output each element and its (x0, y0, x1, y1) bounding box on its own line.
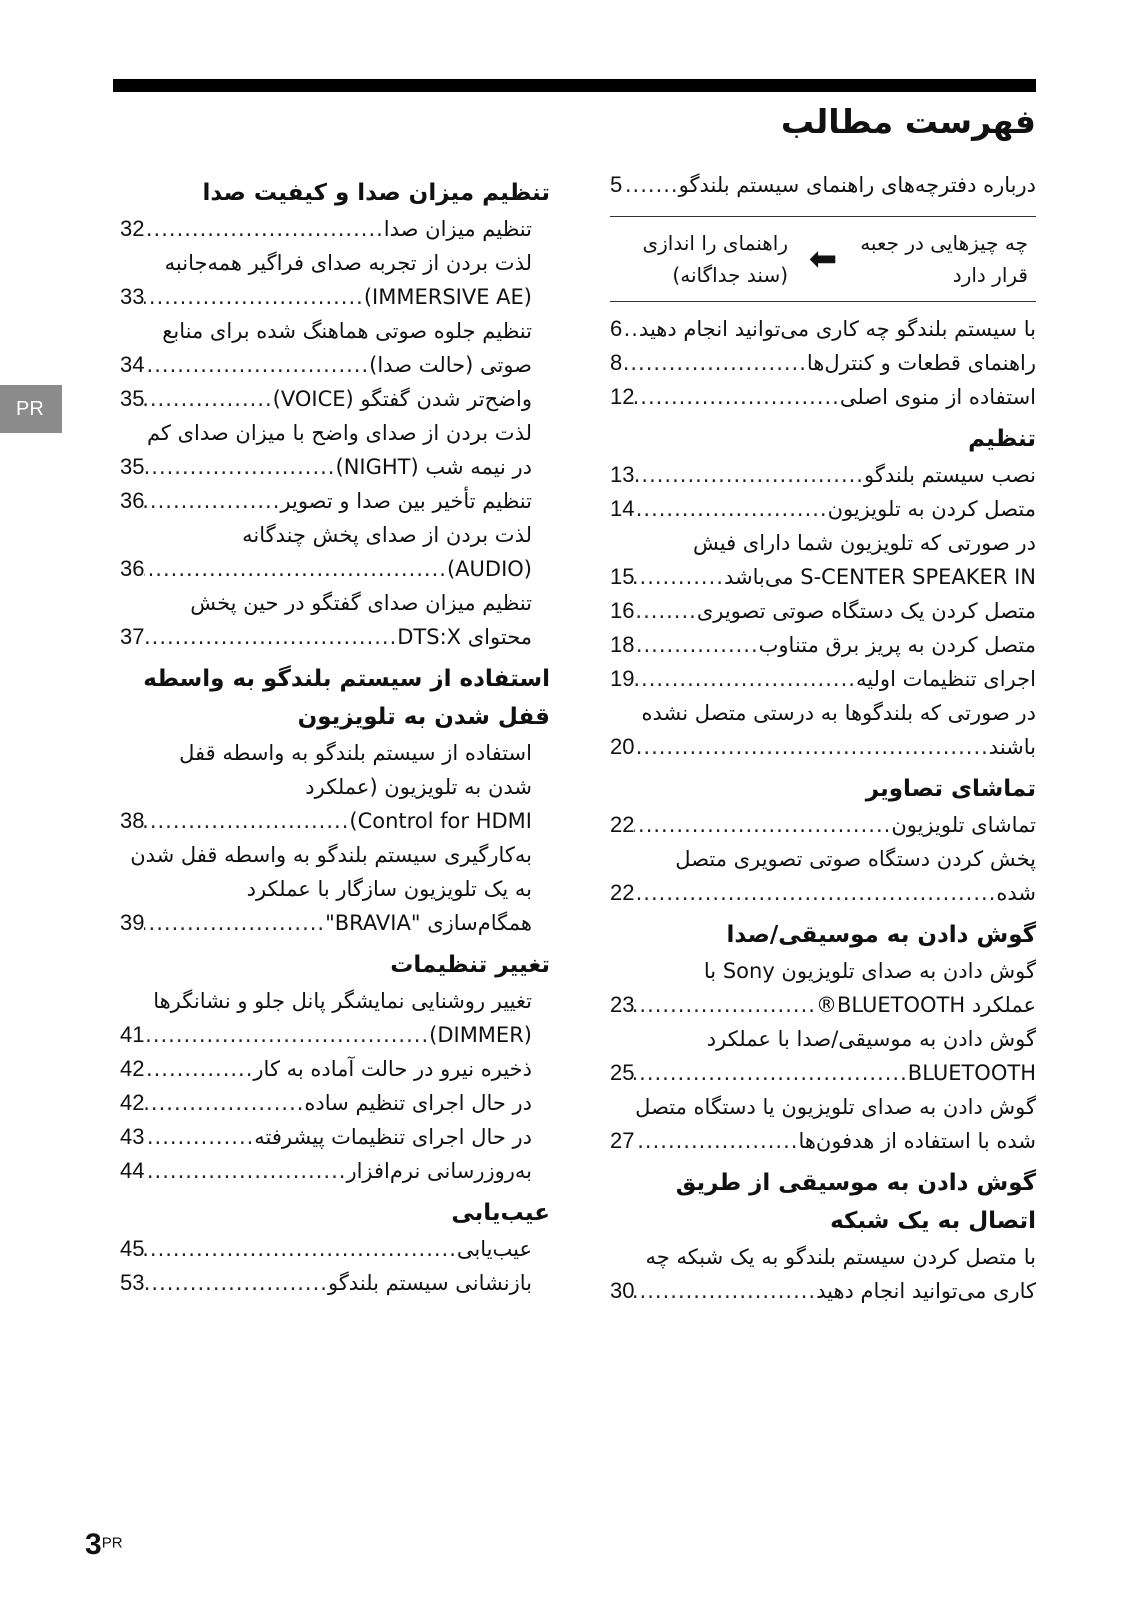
leader-dots (144, 552, 446, 586)
toc-entry-text: به‌روزرسانی نرم‌افزار (346, 1159, 532, 1183)
toc-entry-line: در صورتی که بلندگوها به درستی متصل نشده (641, 701, 1036, 725)
leader-dots (144, 1018, 429, 1052)
toc-entry[interactable] (610, 458, 1036, 492)
leader-dots (634, 1124, 798, 1158)
toc-entry[interactable] (120, 1052, 550, 1086)
toc-entry-text: در نیمه شب (NIGHT) (335, 455, 532, 479)
toc-page-number: 22 (610, 880, 635, 905)
section-heading: تماشای تصاویر (865, 776, 1036, 802)
toc-page-number: 39 (120, 910, 145, 935)
leader-dots (634, 1056, 907, 1090)
toc-page-number: 53 (120, 1270, 145, 1295)
toc-entry[interactable] (120, 246, 550, 314)
leader-dots (634, 876, 996, 910)
section-heading: گوش دادن به موسیقی از طریق اتصال به یک شبکه (675, 1170, 1036, 1234)
toc-page-number: 27 (610, 1128, 635, 1153)
toc-entry[interactable] (610, 312, 1036, 346)
toc-page-number: 36 (120, 556, 145, 581)
leader-dots (634, 560, 723, 594)
section-heading: عیب‌یابی (451, 1200, 550, 1226)
toc-page-number: 38 (120, 808, 145, 833)
toc-sections-right (610, 420, 1036, 1308)
section-heading: تغییر تنظیمات (390, 952, 550, 978)
toc-entry-line: با متصل کردن سیستم بلندگو به یک شبکه چه (645, 1245, 1036, 1269)
toc-entry-line: در صورتی که تلویزیون شما دارای فیش (692, 531, 1036, 555)
toc-page-number: 35 (120, 454, 145, 479)
section-heading: گوش دادن به موسیقی/صدا (726, 922, 1036, 948)
toc-page-number: 8 (610, 350, 623, 375)
section-heading: استفاده از سیستم بلندگو به واسطه قفل شدن به تلویزیون (143, 666, 550, 730)
toc-entry-text: S-CENTER SPEAKER IN می‌باشد (723, 565, 1036, 589)
toc-page-number: 42 (120, 1090, 145, 1115)
package-note-box (610, 216, 1036, 302)
leader-dots (634, 662, 855, 696)
toc-entry[interactable] (610, 628, 1036, 662)
toc-entry-text: متصل کردن به تلویزیون (827, 497, 1036, 521)
toc-entry-line: استفاده از سیستم بلندگو به واسطه قفل (179, 741, 532, 765)
leader-dots (144, 906, 325, 940)
toc-entry-line: تنظیم جلوه صوتی هماهنگ شده برای منابع (162, 319, 532, 343)
toc-entry-text: متصل کردن یک دستگاه صوتی تصویری (696, 599, 1036, 623)
leader-dots (144, 620, 397, 654)
note-right-text: چه چیزهایی در جعبه قرار دارد (860, 231, 1028, 287)
leader-dots (144, 1086, 304, 1120)
toc-page-number: 35 (120, 386, 145, 411)
toc-page-number: 34 (120, 352, 145, 377)
leader-dots (144, 450, 335, 484)
toc-entry-line: گوش دادن به صدای تلویزیون Sony با (703, 959, 1036, 983)
leader-dots (634, 458, 864, 492)
toc-entry[interactable] (120, 212, 550, 246)
leader-dots (634, 628, 758, 662)
leader-dots (144, 1120, 254, 1154)
toc-entry-text: در حال اجرای تنظیم ساده (304, 1091, 532, 1115)
toc-entry-text: (IMMERSIVE AE) (363, 285, 532, 309)
toc-entry-text: درباره دفترچه‌های راهنمای سیستم بلندگو (678, 173, 1036, 197)
toc-page-number: 45 (120, 1236, 145, 1261)
toc-entry[interactable] (610, 696, 1036, 764)
leader-dots (144, 280, 363, 314)
leader-dots (634, 1274, 816, 1308)
toc-entry-text: بازنشانی سیستم بلندگو (327, 1271, 532, 1295)
leader-dots (634, 594, 696, 628)
toc-page-number: 42 (120, 1056, 145, 1081)
section-heading: تنظیم میزان صدا و کیفیت صدا (202, 180, 550, 206)
toc-entry-text: با سیستم بلندگو چه کاری می‌توانید انجام دهید (638, 317, 1036, 341)
page-title: فهرست مطالب (780, 102, 1036, 141)
toc-entry-intro[interactable] (610, 168, 1036, 202)
toc-page-number: 41 (120, 1022, 145, 1047)
toc-entry[interactable] (120, 484, 550, 518)
toc-entry-text: تنظیم تأخیر بین صدا و تصویر (280, 489, 532, 513)
toc-page-number: 44 (120, 1158, 145, 1183)
toc-entry[interactable] (120, 984, 550, 1052)
toc-entry-text: محتوای DTS:X (397, 625, 532, 649)
toc-entry[interactable] (120, 1232, 550, 1266)
toc-entry-text: کاری می‌توانید انجام دهید (816, 1279, 1036, 1303)
arrow-left-icon: ⬅ (808, 239, 838, 279)
toc-entry[interactable] (120, 382, 550, 416)
toc-entry[interactable] (120, 1120, 550, 1154)
toc-entry-line: به‌کارگیری سیستم بلندگو به واسطه قفل شدن (130, 843, 532, 867)
toc-entry[interactable] (120, 838, 550, 940)
toc-entry-text: تماشای تلویزیون (891, 813, 1036, 837)
leader-dots (622, 168, 678, 202)
toc-entry-text: باشند (988, 735, 1036, 759)
toc-page-number: 30 (610, 1278, 635, 1303)
toc-entry[interactable] (120, 586, 550, 654)
leader-dots (144, 1266, 327, 1300)
leader-dots (634, 988, 815, 1022)
toc-entry-text: در حال اجرای تنظیمات پیشرفته (254, 1125, 532, 1149)
toc-page-number: 19 (610, 666, 635, 691)
toc-entry[interactable] (610, 526, 1036, 594)
toc-page-number: 32 (120, 216, 145, 241)
toc-entry-text: واضح‌تر شدن گفتگو (VOICE) (272, 387, 532, 411)
leader-dots (622, 312, 639, 346)
toc-entry-text: (AUDIO) (446, 557, 532, 581)
toc-page-number: 14 (610, 496, 635, 521)
toc-entry-line: تنظیم میزان صدای گفتگو در حین پخش (190, 591, 532, 615)
toc-page-number: 23 (610, 992, 635, 1017)
toc-entry-text: ذخیره نیرو در حالت آماده به کار (253, 1057, 532, 1081)
toc-entry-text: عملکرد BLUETOOTH® (815, 993, 1036, 1017)
leader-dots (144, 382, 272, 416)
toc-left-column (120, 168, 550, 1300)
toc-entry-line: لذت بردن از صدای واضح با میزان صدای کم (146, 421, 532, 445)
leader-dots (144, 804, 349, 838)
page-number: 3PR (85, 1528, 123, 1561)
toc-entry[interactable] (120, 736, 550, 838)
toc-entry[interactable] (120, 518, 550, 586)
toc-page-number: 37 (120, 624, 145, 649)
toc-entry-text: نصب سیستم بلندگو (863, 463, 1036, 487)
leader-dots (144, 1232, 456, 1266)
leader-dots (144, 1154, 346, 1188)
toc-entry-text: تنظیم میزان صدا (383, 217, 532, 241)
toc-entry-text: متصل کردن به پریز برق متناوب (758, 633, 1036, 657)
toc-entry-text: BLUETOOTH (907, 1061, 1036, 1085)
toc-entry-line: لذت بردن از صدای پخش چندگانه (242, 523, 532, 547)
toc-page-number: 13 (610, 462, 635, 487)
toc-page-number: 6 (610, 316, 623, 341)
toc-entry[interactable] (610, 1022, 1036, 1090)
toc-entry-text: استفاده از منوی اصلی (839, 385, 1036, 409)
toc-sections-left (120, 174, 550, 1300)
toc-entry-text: صوتی (حالت صدا) (369, 353, 532, 377)
toc-page-number: 15 (610, 564, 635, 589)
toc-entry-text: همگام‌سازی "BRAVIA" (325, 911, 532, 935)
toc-entry[interactable] (610, 1240, 1036, 1308)
leader-dots (622, 346, 807, 380)
toc-entry-line: پخش کردن دستگاه صوتی تصویری متصل (675, 847, 1036, 871)
toc-entry[interactable] (610, 492, 1036, 526)
toc-entry[interactable] (120, 1266, 550, 1300)
toc-page-number: 5 (610, 172, 623, 197)
top-rule (113, 79, 1036, 92)
toc-entry[interactable] (120, 314, 550, 382)
note-left-text: راهنمای را اندازی (سند جداگانه) (642, 231, 788, 287)
toc-entry[interactable] (610, 842, 1036, 910)
toc-entry-text: عیب‌یابی (456, 1237, 532, 1261)
toc-entry[interactable] (610, 594, 1036, 628)
toc-entry-line: تغییر روشنایی نمایشگر پانل جلو و نشانگرها (153, 989, 532, 1013)
toc-entry-text: Control for HDMI) (349, 809, 532, 833)
toc-entry[interactable] (610, 346, 1036, 380)
section-heading: تنظیم (968, 426, 1036, 452)
leader-dots (634, 808, 891, 842)
toc-entry-text: شده (996, 881, 1036, 905)
toc-entry-text: شده با استفاده از هدفون‌ها (798, 1129, 1036, 1153)
toc-entry-text: راهنمای قطعات و کنترل‌ها (806, 351, 1036, 375)
toc-entry-line: گوش دادن به موسیقی/صدا با عملکرد (706, 1027, 1036, 1051)
toc-page-number: 16 (610, 598, 635, 623)
toc-entry[interactable] (120, 1086, 550, 1120)
toc-entry[interactable] (610, 1090, 1036, 1158)
leader-dots (634, 492, 827, 526)
toc-page-number: 12 (610, 384, 635, 409)
toc-entry[interactable] (610, 380, 1036, 414)
toc-block-overview (610, 312, 1036, 414)
toc-page-number: 36 (120, 488, 145, 513)
leader-dots (634, 730, 988, 764)
language-tab: PR (0, 385, 62, 433)
leader-dots (634, 380, 839, 414)
toc-entry-line: شدن به تلویزیون (عملکرد (305, 775, 532, 799)
toc-entry-line: لذت بردن از تجربه صدای فراگیر همه‌جانبه (164, 251, 532, 275)
toc-page-number: 33 (120, 284, 145, 309)
toc-entry-line: به یک تلویزیون سازگار با عملکرد (246, 877, 532, 901)
leader-dots (144, 348, 369, 382)
toc-entry[interactable] (610, 808, 1036, 842)
leader-dots (144, 1052, 253, 1086)
toc-entry[interactable] (120, 416, 550, 484)
toc-page-number: 18 (610, 632, 635, 657)
leader-dots (144, 484, 280, 518)
toc-right-column (610, 168, 1036, 1308)
toc-entry[interactable] (120, 1154, 550, 1188)
toc-entry[interactable] (610, 954, 1036, 1022)
toc-page-number: 25 (610, 1060, 635, 1085)
toc-page-number: 22 (610, 812, 635, 837)
toc-entry-text: اجرای تنظیمات اولیه (855, 667, 1036, 691)
toc-page-number: 20 (610, 734, 635, 759)
toc-entry[interactable] (610, 662, 1036, 696)
toc-entry-text: (DIMMER) (429, 1023, 532, 1047)
toc-entry-line: گوش دادن به صدای تلویزیون یا دستگاه متصل (635, 1095, 1036, 1119)
toc-page-number: 43 (120, 1124, 145, 1149)
leader-dots (144, 212, 383, 246)
